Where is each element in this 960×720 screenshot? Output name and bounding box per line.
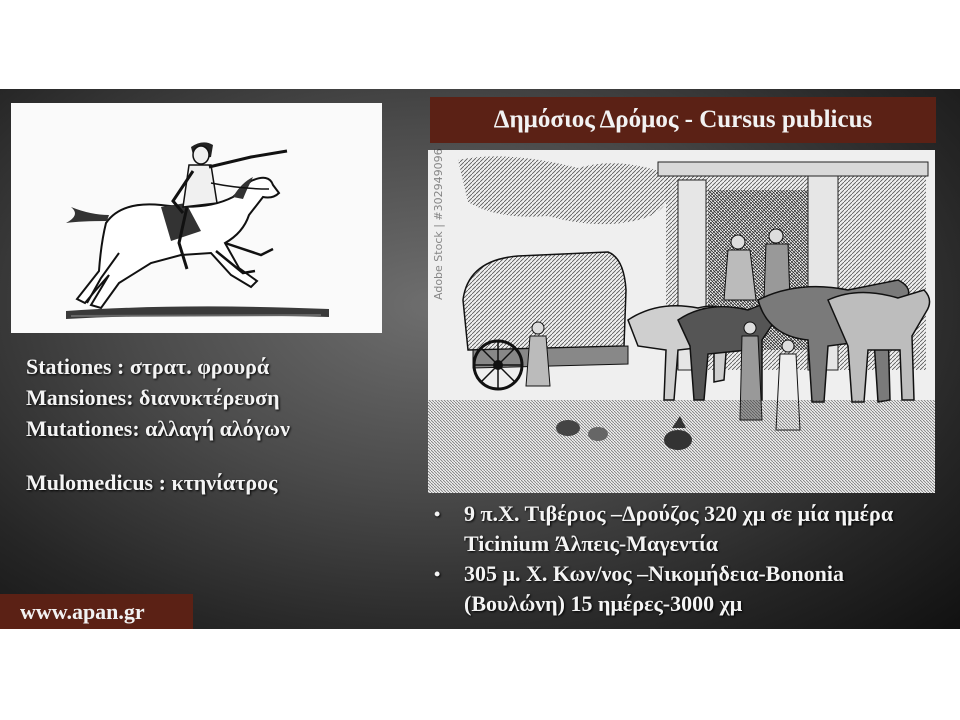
term-item: Mutationes: αλλαγή αλόγων — [26, 416, 290, 441]
term-item: Mulomedicus : κτηνίατρος — [26, 470, 278, 495]
spacer — [26, 444, 290, 467]
post-wagon-image — [428, 150, 935, 493]
website-banner — [0, 594, 193, 629]
slide-title: Δημόσιος Δρόμος - Cursus publicus — [493, 106, 873, 133]
bullet-item: • 9 π.Χ. Τιβέριος –Δρούζος 320 χμ σε μία ημέρα Ticinium Άλπεις-Μαγεντία — [432, 499, 942, 559]
term-item: Stationes : στρατ. φρουρά — [26, 354, 270, 379]
title-banner — [430, 97, 936, 143]
term-item: Mansiones: διανυκτέρευση — [26, 385, 280, 410]
bullet-list — [432, 499, 942, 619]
website-label: www.apan.gr — [20, 598, 145, 624]
bullet-item: • 305 μ. Χ. Κων/νος –Νικομήδεια-Bononia (Βουλώνη) 15 ημέρες-3000 χμ — [432, 559, 942, 619]
terms-list — [26, 351, 290, 498]
slide — [0, 89, 960, 629]
watermark: Adobe Stock | #302949096 — [432, 148, 445, 300]
horse-rider-image — [11, 103, 382, 333]
